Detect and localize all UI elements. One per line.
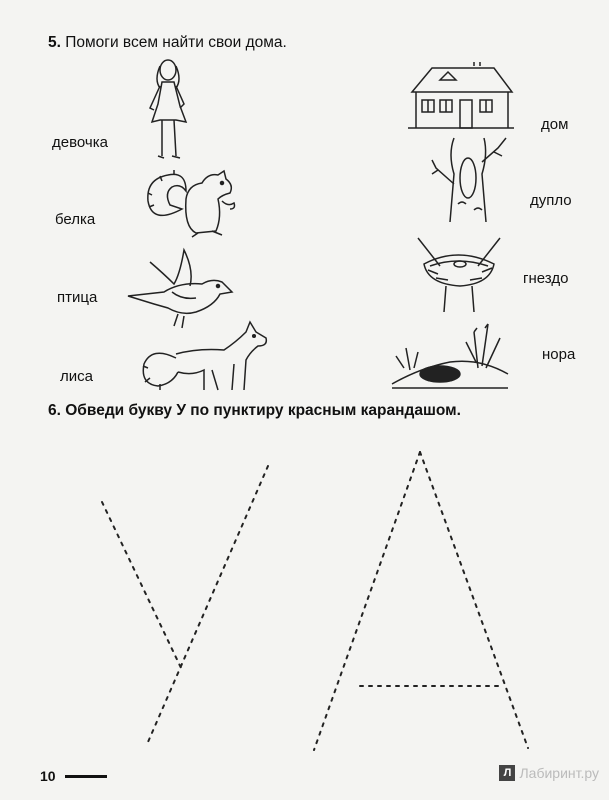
task-6-title (48, 402, 461, 420)
letter-u-dotted[interactable] (102, 466, 268, 742)
task-6-number: 6. (48, 402, 61, 419)
label-fox: лиса (60, 368, 93, 385)
label-girl: девочка (52, 134, 108, 151)
girl-icon (140, 56, 200, 162)
burrow-icon (390, 318, 510, 392)
bird-icon (124, 244, 236, 332)
labirint-logo-icon: Л (499, 765, 515, 781)
nest-icon (416, 236, 502, 314)
label-squirrel: белка (55, 211, 96, 228)
fox-icon (138, 320, 270, 394)
label-nest: гнездо (523, 270, 569, 287)
tracing-area (0, 430, 609, 760)
letter-a-dotted[interactable] (314, 452, 528, 750)
page-number: 10 (40, 768, 56, 784)
squirrel-icon (142, 165, 242, 241)
label-burrow: нора (542, 346, 576, 363)
label-tree-hollow: дупло (530, 192, 572, 209)
task-6-text: Обведи букву У по пунктиру красным карандашом. (65, 402, 461, 419)
watermark-text: Лабиринт.ру (519, 765, 599, 781)
label-bird: птица (57, 289, 98, 306)
page-number-rule (65, 775, 107, 778)
task-5-text: Помоги всем найти свои дома. (65, 34, 287, 51)
tree-hollow-icon (428, 134, 512, 224)
watermark (499, 765, 599, 781)
task-5-title (48, 34, 287, 52)
task-5-number: 5. (48, 34, 61, 51)
house-icon (404, 62, 518, 132)
label-house: дом (541, 116, 569, 133)
